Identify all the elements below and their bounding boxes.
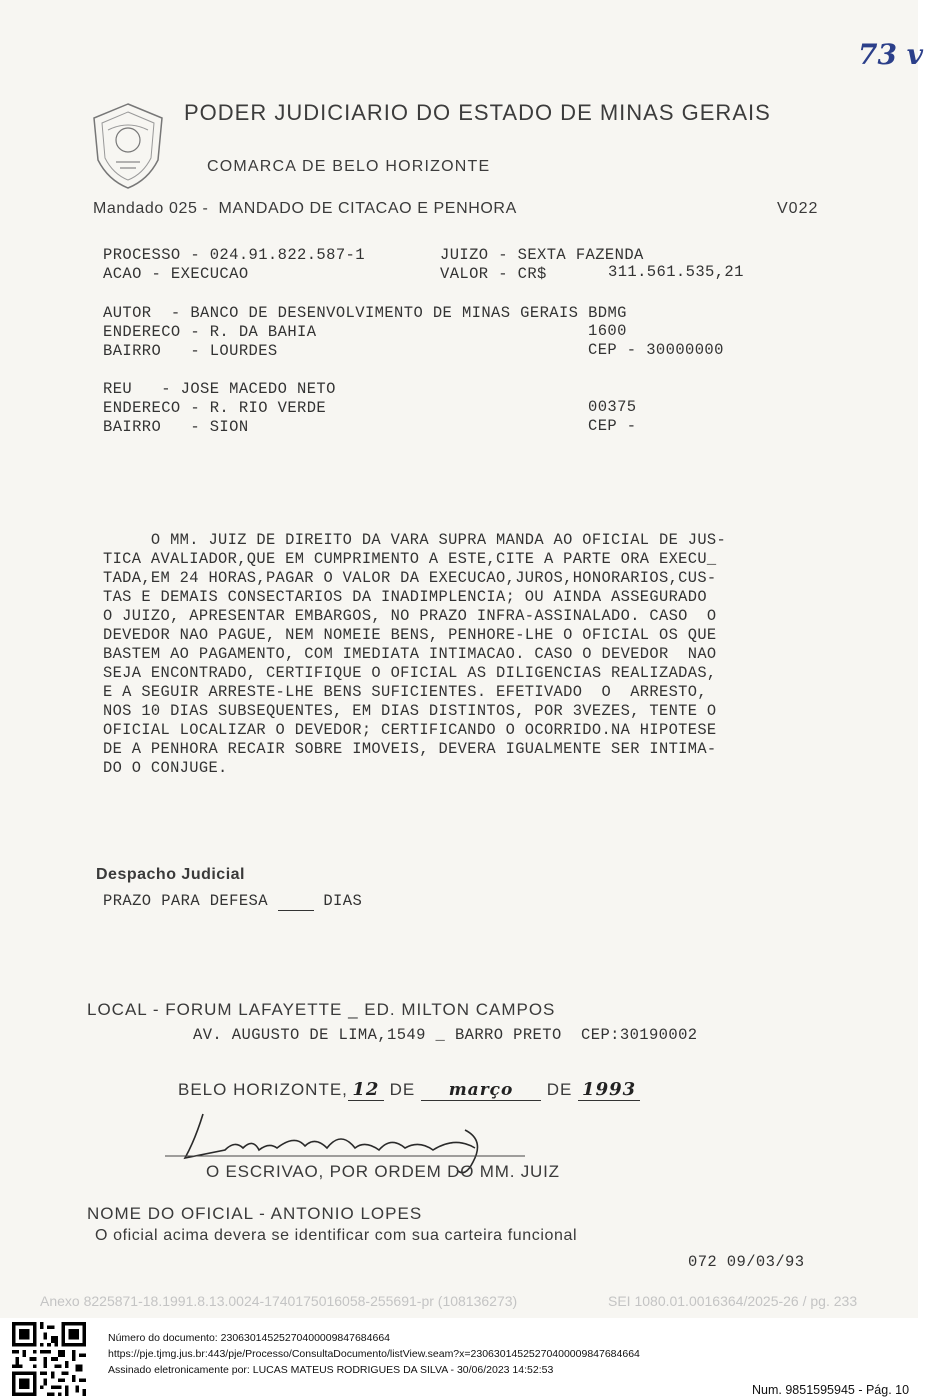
assinado-eletronicamente: Assinado eletronicamente por: LUCAS MATEUS RODRIGUES DA SILVA - 30/06/2023 14:52:53: [108, 1364, 554, 1376]
processo-number: PROCESSO - 024.91.822.587-1: [103, 246, 365, 264]
prazo-label: PRAZO PARA DEFESA: [103, 892, 268, 910]
autor-cep: CEP - 30000000: [588, 341, 724, 359]
valor-label: VALOR - CR$: [440, 265, 547, 283]
oficial-aviso: O oficial acima devera se identificar com sua carteira funcional: [95, 1227, 578, 1244]
body-line: NOS 10 DIAS SUBSEQUENTES, EM DIAS DISTINTOS, POR 3VEZES, TENTE O: [103, 702, 717, 720]
autor-nome: AUTOR - BANCO DE DESENVOLVIMENTO DE MINAS GERAIS BDMG: [103, 304, 627, 322]
juizo: JUIZO - SEXTA FAZENDA: [440, 246, 644, 264]
qr-code: [12, 1322, 86, 1396]
coat-of-arms-seal: [86, 100, 170, 192]
local-line1: LOCAL - FORUM LAFAYETTE _ ED. MILTON CAMPOS: [87, 1000, 556, 1019]
sei-watermark: SEI 1080.01.0016364/2025-26 / pg. 233: [608, 1293, 858, 1309]
date-day: 12: [348, 1079, 384, 1101]
document-code: V022: [777, 200, 819, 217]
autor-numero: 1600: [588, 322, 627, 340]
mandado-prefix: Mandado 025 -: [93, 200, 209, 217]
prazo-suffix: DIAS: [323, 892, 363, 910]
date-year: 1993: [578, 1079, 640, 1101]
header-comarca: COMARCA DE BELO HORIZONTE: [207, 158, 491, 175]
escrivao-line: O ESCRIVAO, POR ORDEM DO MM. JUIZ: [206, 1162, 560, 1181]
acao: ACAO - EXECUCAO: [103, 265, 249, 283]
header-mandado: [93, 200, 517, 218]
local-line2: AV. AUGUSTO DE LIMA,1549 _ BARRO PRETO CEP:30190002: [193, 1026, 698, 1044]
date-de2: DE: [546, 1080, 573, 1099]
reu-bairro: BAIRRO - SION: [103, 418, 249, 436]
body-line: E A SEGUIR ARRESTE-LHE BENS SUFICIENTES. EFETIVADO O ARRESTO,: [103, 683, 707, 701]
despacho-title: Despacho Judicial: [96, 866, 245, 883]
body-line: DEVEDOR NAO PAGUE, NEM NOMEIE BENS, PENHORE-LHE O OFICIAL OS QUE: [103, 626, 717, 644]
numero-documento: Número do documento: 23063014525270400009847684664: [108, 1332, 390, 1344]
valor: 311.561.535,21: [608, 263, 744, 281]
body-line: DE A PENHORA RECAIR SOBRE IMOVEIS, DEVERA IGUALMENTE SER INTIMA-: [103, 740, 717, 758]
oficial-nome: NOME DO OFICIAL - ANTONIO LOPES: [87, 1204, 423, 1223]
body-line: BASTEM AO PAGAMENTO, COM IMEDIATA INTIMACAO. CASO O DEVEDOR NAO: [103, 645, 717, 663]
reu-numero: 00375: [588, 398, 637, 416]
anexo-watermark: Anexo 8225871-18.1991.8.13.0024-1740175016058-255691-pr (108136273): [40, 1293, 518, 1309]
date-line: [178, 1079, 640, 1101]
body-line: SEJA ENCONTRADO, CERTIFIQUE O OFICIAL AS DILIGENCIAS REALIZADAS,: [103, 664, 717, 682]
reu-cep: CEP -: [588, 417, 637, 435]
date-month: março: [421, 1080, 541, 1101]
body-line: TADA,EM 24 HORAS,PAGAR O VALOR DA EXECUCAO,JUROS,HONORARIOS,CUS-: [103, 569, 717, 587]
autor-bairro: BAIRRO - LOURDES: [103, 342, 278, 360]
date-de1: DE: [389, 1080, 416, 1099]
header-org: PODER JUDICIARIO DO ESTADO DE MINAS GERAIS: [184, 100, 771, 125]
mandado-title: MANDADO DE CITACAO E PENHORA: [218, 200, 517, 217]
body-line: O JUIZO, APRESENTAR EMBARGOS, NO PRAZO INFRA-ASSINALADO. CASO O: [103, 607, 717, 625]
body-line: DO O CONJUGE.: [103, 759, 228, 777]
document-url[interactable]: https://pje.tjmg.jus.br:443/pje/Processo/ConsultaDocumento/listView.seam?x=23063014525270400009847684664: [108, 1348, 640, 1360]
reu-nome: REU - JOSE MACEDO NETO: [103, 380, 336, 398]
body-line: O MM. JUIZ DE DIREITO DA VARA SUPRA MANDA AO OFICIAL DE JUS-: [103, 531, 727, 549]
num-pag: Num. 9851595945 - Pág. 10: [752, 1383, 910, 1397]
reu-endereco: ENDERECO - R. RIO VERDE: [103, 399, 327, 417]
handwritten-page-number: 73 v: [858, 38, 923, 71]
body-line: OFICIAL LOCALIZAR O DEVEDOR; CERTIFICANDO O OCORRIDO.NA HIPOTESE: [103, 721, 717, 739]
body-line: TICA AVALIADOR,QUE EM CUMPRIMENTO A ESTE,CITE A PARTE ORA EXECU_: [103, 550, 717, 568]
oficial-ref: 072 09/03/93: [688, 1253, 805, 1271]
date-city: BELO HORIZONTE,: [178, 1080, 348, 1099]
body-line: TAS E DEMAIS CONSECTARIOS DA INADIMPLENCIA; OU AINDA ASSEGURADO: [103, 588, 707, 606]
autor-endereco: ENDERECO - R. DA BAHIA: [103, 323, 317, 341]
prazo-blank: [278, 892, 314, 911]
prazo-defesa: [103, 892, 362, 911]
